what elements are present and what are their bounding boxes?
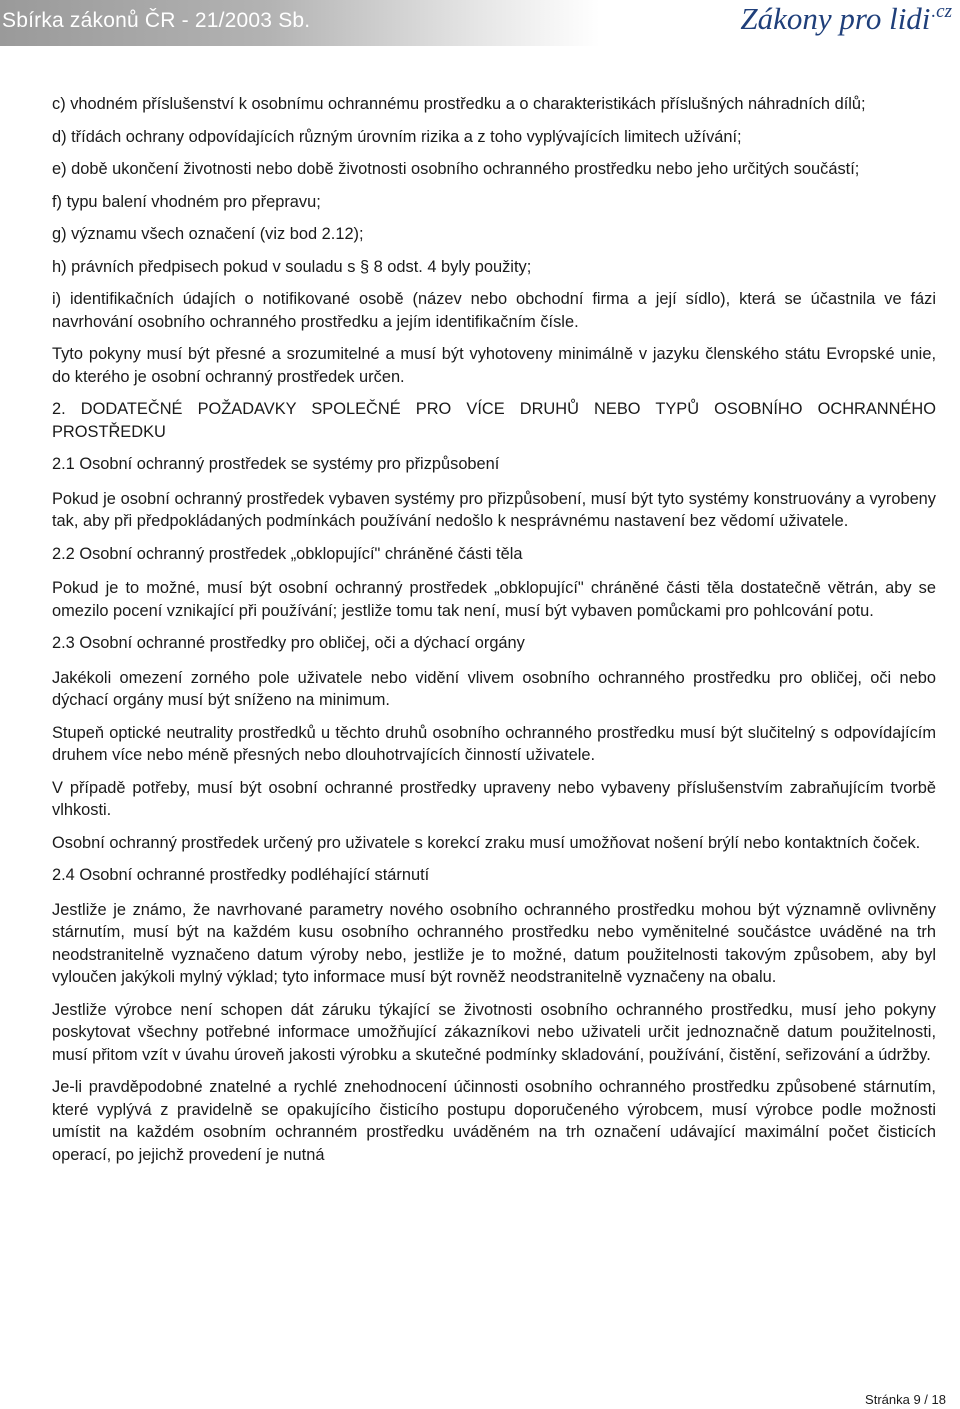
page-number: Stránka 9 / 18 [865,1392,946,1407]
document-body [52,93,936,1176]
list-item-d: d) třídách ochrany odpovídajících různým úrovním rizika a z toho vyplývajících limitech užívání; [52,127,742,146]
subsection-heading: 2.3 Osobní ochranné prostředky pro obličej, oči a dýchací orgány [52,634,525,652]
paragraph: Pokud je osobní ochranný prostředek vybaven systémy pro přizpůsobení, musí být tyto systémy konstruovány a vyrobeny tak, aby při předpokládaných podmínkách používání nedošlo k nesprávnému nastavení bez vědomí uživatele. [52,489,936,530]
list-item-c: c) vhodném příslušenství k osobnímu ochrannému prostředku a o charakteristikách příslušných náhradních dílů; [52,95,866,113]
paragraph: V případě potřeby, musí být osobní ochranné prostředky upraveny nebo vybaveny příslušenstvím zabraňujícím tvorbě vlhkosti. [52,778,936,819]
paragraph: Pokud je to možné, musí být osobní ochranný prostředek „obklopující" chráněné části těla dostatečně větrán, aby se omezilo pocení vznikající při používání; jestliže tomu tak není, musí být vybaven pomůckami pro pohlcování potu. [52,579,936,620]
paragraph: Je-li pravděpodobné znatelné a rychlé znehodnocení účinnosti osobního ochranného prostředku způsobené stárnutím, které vyplývá z pravidelně se opakujícího čisticího postupu doporučeného výrobcem, musí výrobce podle možnosti umístit na každém osobním ochranném prostředku uváděném na trh označení udávající maximální počet čisticích operací, po jejichž provedení je nutná [52,1078,936,1164]
site-logo-tld: .cz [931,1,952,22]
subsection-heading: 2.4 Osobní ochranné prostředky podléhající stárnutí [52,866,430,884]
paragraph: Tyto pokyny musí být přesné a srozumitelné a musí být vyhotoveny minimálně v jazyku členského státu Evropské unie, do kterého je osobní ochranný prostředek určen. [52,345,936,386]
paragraph: Jestliže výrobce není schopen dát záruku týkající se životnosti osobního ochranného prostředku, musí jeho pokyny poskytovat všechny potřebné informace umožňující zákazníkovi nebo uživateli určit jednoznačně datum použitelnosti, musí přitom vzít v úvahu úroveň jakosti výrobku a skutečné podmínky skladování, používání, čistění, seřizování a údržby. [52,1000,936,1064]
list-item-g: g) významu všech označení (viz bod 2.12); [52,225,364,243]
paragraph: Jakékoli omezení zorného pole uživatele nebo vidění vlivem osobního ochranného prostředku pro obličej, oči nebo dýchací orgány musí být sníženo na minimum. [52,668,936,709]
site-logo-text: Zákony pro lidi [740,1,931,36]
paragraph: Jestliže je známo, že navrhované parametry nového osobního ochranného prostředku mohou být významně ovlivněny stárnutím, musí být na každém kusu osobního ochranného prostředku nebo vyměnitelné součástce uváděné na trh neodstranitelně vyznačeno datum výroby nebo, jestliže je to možné, datum použitelnosti takovým způsobem, aby byl vyloučen jakýkoli mylný výklad; tyto informace musí být rovněž neodstranitelně vyznačeny na obalu. [52,900,936,986]
list-item-f: f) typu balení vhodném pro přepravu; [52,192,321,211]
site-logo[interactable] [740,1,952,37]
section-heading: 2. DODATEČNÉ POŽADAVKY SPOLEČNÉ PRO VÍCE DRUHŮ NEBO TYPŮ OSOBNÍHO OCHRANNÉHO PROSTŘEDKU [52,400,936,441]
list-item-i: i) identifikačních údajích o notifikované osobě (název nebo obchodní firma a její sídlo), která se účastnila ve fázi navrhování osobního ochranného prostředku a jejím identifikačním čísle. [52,290,936,331]
subsection-heading: 2.2 Osobní ochranný prostředek „obklopující" chráněné části těla [52,544,523,563]
header-bar [0,0,600,46]
list-item-h: h) právních předpisech pokud v souladu s § 8 odst. 4 byly použity; [52,257,532,276]
paragraph: Osobní ochranný prostředek určený pro uživatele s korekcí zraku musí umožňovat nošení brýlí nebo kontaktních čoček. [52,833,921,852]
list-item-e: e) době ukončení životnosti nebo době životnosti osobního ochranného prostředku nebo jeho určitých součástí; [52,160,860,178]
subsection-heading: 2.1 Osobní ochranný prostředek se systémy pro přizpůsobení [52,455,500,473]
paragraph: Stupeň optické neutrality prostředků u těchto druhů osobního ochranného prostředku musí být slučitelný s odpovídajícím druhem více nebo méně přesných nebo dlouhotrvajících činností uživatele. [52,723,936,764]
document-title: Sbírka zákonů ČR - 21/2003 Sb. [2,9,311,32]
page-header [0,0,960,46]
